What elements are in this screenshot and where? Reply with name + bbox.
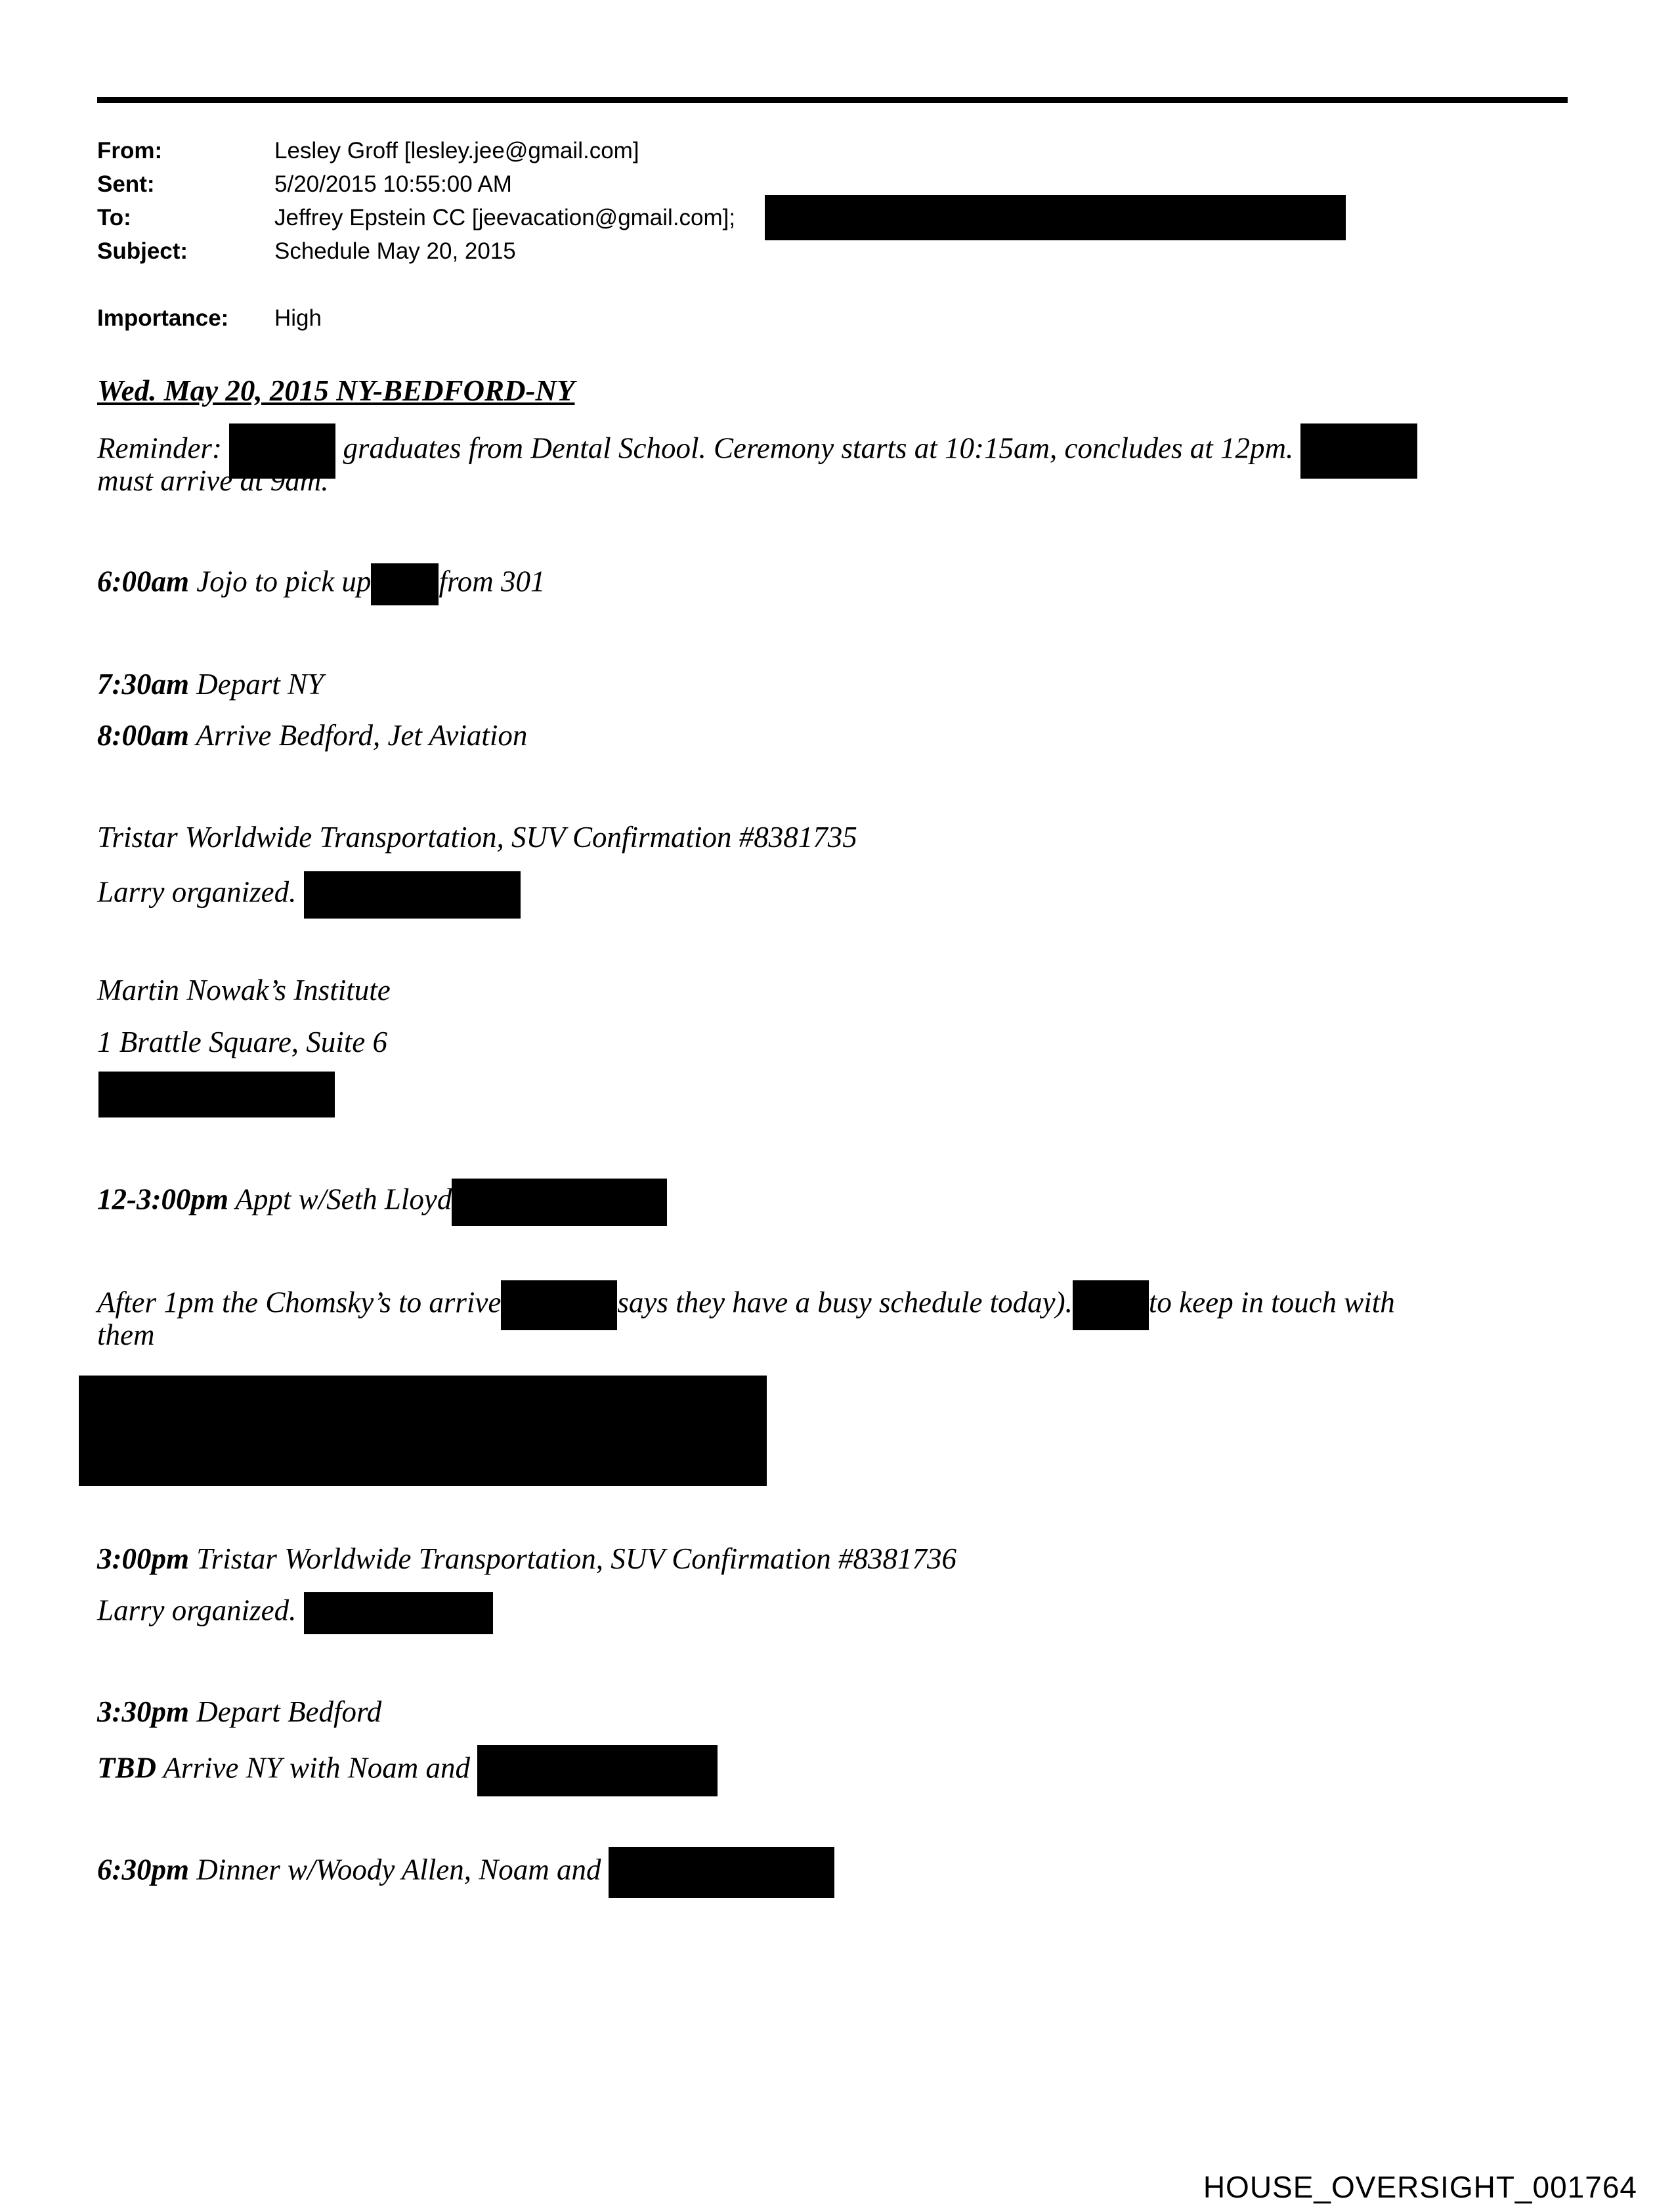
header-divider (97, 97, 1568, 103)
event-row (97, 1541, 956, 1576)
transport-line: Tristar Worldwide Transportation, SUV Confirmation #8381735 (97, 821, 857, 854)
event-time: 3:00pm (97, 1542, 189, 1575)
redaction-block (477, 1745, 718, 1796)
redaction-block (98, 1072, 335, 1117)
redaction-block-large (79, 1376, 767, 1486)
event-text: Depart Bedford (196, 1695, 382, 1728)
redaction-block (304, 871, 521, 919)
event-text: Arrive NY with Noam and (163, 1751, 470, 1785)
redaction-block (609, 1847, 834, 1898)
event-time: 3:30pm (97, 1695, 189, 1728)
organizer-text: Larry organized. (97, 875, 297, 909)
redaction-block (1073, 1280, 1149, 1330)
event-text: Appt w/Seth Lloyd (235, 1182, 452, 1216)
importance-label: Importance: (97, 305, 229, 331)
event-row (97, 1694, 381, 1729)
reminder-text: graduates from Dental School. Ceremony starts at 10:15am, concludes at 12pm. (343, 431, 1294, 465)
event-time: 6:00am (97, 565, 189, 598)
redaction-block (452, 1179, 667, 1226)
to-value: Jeffrey Epstein CC [jeevacation@gmail.com]; (274, 205, 736, 230)
event-text: Arrive Bedford, Jet Aviation (196, 719, 528, 752)
event-text: Tristar Worldwide Transportation, SUV Confirmation #8381736 (196, 1542, 956, 1575)
chomsky-text: says they have a busy schedule today). (617, 1286, 1073, 1319)
event-row (97, 1847, 834, 1898)
bates-number: HOUSE_OVERSIGHT_001764 (1203, 2170, 1637, 2204)
organizer-text: Larry organized. (97, 1594, 297, 1627)
event-time: 6:30pm (97, 1853, 189, 1886)
institute-name: Martin Nowak’s Institute (97, 974, 391, 1007)
event-time: 8:00am (97, 719, 189, 752)
subject-label: Subject: (97, 238, 188, 264)
sent-label: Sent: (97, 171, 155, 197)
event-text: Dinner w/Woody Allen, Noam and (196, 1853, 601, 1886)
reminder-label: Reminder: (97, 431, 222, 465)
organizer-line (97, 871, 521, 919)
institute-address: 1 Brattle Square, Suite 6 (97, 1026, 388, 1058)
importance-value: High (274, 305, 322, 331)
event-time: 12-3:00pm (97, 1182, 228, 1216)
chomsky-text: After 1pm the Chomsky’s to arrive (97, 1286, 502, 1319)
to-label: To: (97, 205, 131, 230)
chomsky-line-2: them (97, 1318, 155, 1351)
event-text: Jojo to pick up (196, 565, 372, 598)
event-text: from 301 (439, 565, 546, 598)
reminder-line-2: must arrive at 9am. (97, 464, 329, 497)
event-row (97, 666, 324, 702)
event-time: 7:30am (97, 668, 189, 701)
event-row (97, 1745, 718, 1796)
from-value: Lesley Groff [lesley.jee@gmail.com] (274, 138, 639, 163)
subject-value: Schedule May 20, 2015 (274, 238, 516, 264)
redaction-block (371, 563, 439, 605)
event-row (97, 718, 527, 753)
event-row (97, 563, 546, 605)
schedule-title: Wed. May 20, 2015 NY-BEDFORD-NY (97, 374, 575, 407)
from-label: From: (97, 138, 163, 163)
organizer-line (97, 1592, 493, 1634)
redaction-block (1300, 423, 1417, 479)
event-row (97, 1179, 667, 1226)
redaction-to (765, 195, 1346, 240)
sent-value: 5/20/2015 10:55:00 AM (274, 171, 512, 197)
chomsky-line (97, 1280, 1395, 1330)
redaction-block (304, 1592, 493, 1634)
event-time: TBD (97, 1751, 156, 1785)
event-text: Depart NY (196, 668, 324, 701)
chomsky-text: to keep in touch with (1148, 1286, 1395, 1319)
redaction-block (501, 1280, 617, 1330)
